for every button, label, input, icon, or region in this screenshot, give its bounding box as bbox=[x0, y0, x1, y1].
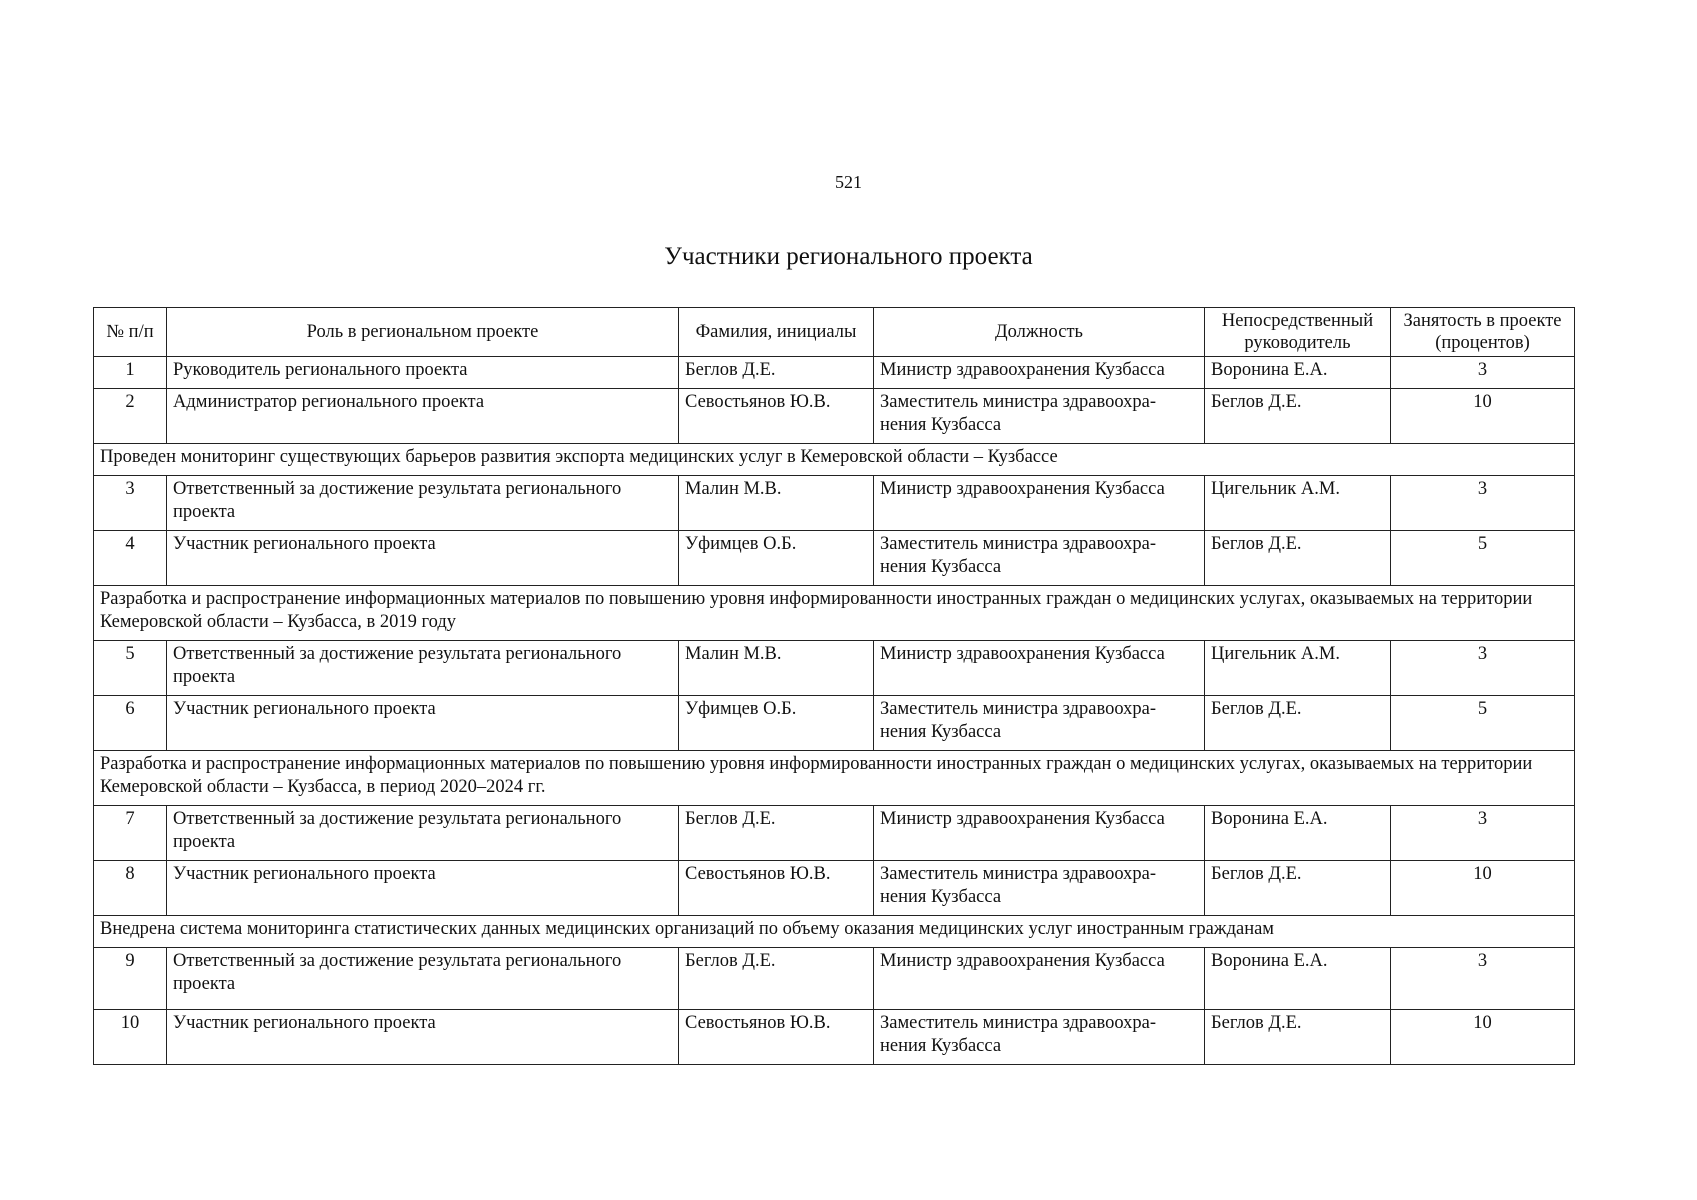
cell-role: Руководитель регионального проекта bbox=[167, 357, 679, 389]
cell-position: Заместитель министра здравоохра-нения Кузбасса bbox=[874, 531, 1205, 586]
header-num: № п/п bbox=[94, 308, 167, 357]
header-role: Роль в региональном проекте bbox=[167, 308, 679, 357]
cell-supervisor: Беглов Д.Е. bbox=[1205, 1010, 1391, 1065]
table-row bbox=[94, 1010, 1575, 1065]
cell-position: Министр здравоохранения Кузбасса bbox=[874, 357, 1205, 389]
cell-supervisor: Беглов Д.Е. bbox=[1205, 696, 1391, 751]
cell-position: Заместитель министра здравоохра-нения Кузбасса bbox=[874, 1010, 1205, 1065]
cell-employment: 3 bbox=[1391, 806, 1575, 861]
cell-supervisor: Воронина Е.А. bbox=[1205, 948, 1391, 1010]
cell-role: Ответственный за достижение результата регионального проекта bbox=[167, 948, 679, 1010]
cell-role: Ответственный за достижение результата регионального проекта bbox=[167, 806, 679, 861]
cell-position: Заместитель министра здравоохра-нения Кузбасса bbox=[874, 696, 1205, 751]
cell-num: 10 bbox=[94, 1010, 167, 1065]
cell-name: Малин М.В. bbox=[679, 641, 874, 696]
cell-role: Ответственный за достижение результата регионального проекта bbox=[167, 476, 679, 531]
cell-position: Министр здравоохранения Кузбасса bbox=[874, 476, 1205, 531]
cell-employment: 3 bbox=[1391, 357, 1575, 389]
cell-role: Администратор регионального проекта bbox=[167, 389, 679, 444]
cell-supervisor: Беглов Д.Е. bbox=[1205, 531, 1391, 586]
table-header-row bbox=[94, 308, 1575, 357]
cell-position: Министр здравоохранения Кузбасса bbox=[874, 641, 1205, 696]
cell-name: Севостьянов Ю.В. bbox=[679, 861, 874, 916]
cell-num: 9 bbox=[94, 948, 167, 1010]
cell-num: 4 bbox=[94, 531, 167, 586]
section-title: Проведен мониторинг существующих барьеров развития экспорта медицинских услуг в Кемеровской области – Кузбассе bbox=[94, 444, 1575, 476]
cell-num: 8 bbox=[94, 861, 167, 916]
section-title: Разработка и распространение информационных материалов по повышению уровня информированности иностранных граждан о медицинских услугах, оказываемых на территории Кемеровской области – Кузбасса, в период 2020–2024 гг. bbox=[94, 751, 1575, 806]
cell-role: Ответственный за достижение результата регионального проекта bbox=[167, 641, 679, 696]
table-row bbox=[94, 641, 1575, 696]
cell-employment: 5 bbox=[1391, 531, 1575, 586]
cell-name: Уфимцев О.Б. bbox=[679, 531, 874, 586]
cell-num: 3 bbox=[94, 476, 167, 531]
cell-employment: 10 bbox=[1391, 389, 1575, 444]
table-row bbox=[94, 531, 1575, 586]
cell-supervisor: Цигельник А.М. bbox=[1205, 641, 1391, 696]
participants-table bbox=[93, 307, 1575, 1065]
cell-name: Уфимцев О.Б. bbox=[679, 696, 874, 751]
cell-num: 1 bbox=[94, 357, 167, 389]
header-employment: Занятость в проекте (процентов) bbox=[1391, 308, 1575, 357]
cell-position: Заместитель министра здравоохра-нения Кузбасса bbox=[874, 389, 1205, 444]
page-title: Участники регионального проекта bbox=[664, 243, 1033, 270]
header-name: Фамилия, инициалы bbox=[679, 308, 874, 357]
section-title: Разработка и распространение информационных материалов по повышению уровня информированности иностранных граждан о медицинских услугах, оказываемых на территории Кемеровской области – Кузбасса, в 2019 году bbox=[94, 586, 1575, 641]
cell-name: Малин М.В. bbox=[679, 476, 874, 531]
cell-employment: 3 bbox=[1391, 948, 1575, 1010]
page-number: 521 bbox=[835, 172, 862, 192]
cell-role: Участник регионального проекта bbox=[167, 861, 679, 916]
header-position: Должность bbox=[874, 308, 1205, 357]
cell-role: Участник регионального проекта bbox=[167, 531, 679, 586]
cell-employment: 10 bbox=[1391, 861, 1575, 916]
cell-position: Министр здравоохранения Кузбасса bbox=[874, 806, 1205, 861]
section-row bbox=[94, 444, 1575, 476]
section-row bbox=[94, 751, 1575, 806]
cell-supervisor: Беглов Д.Е. bbox=[1205, 861, 1391, 916]
section-row bbox=[94, 586, 1575, 641]
cell-role: Участник регионального проекта bbox=[167, 696, 679, 751]
table-row bbox=[94, 806, 1575, 861]
cell-name: Беглов Д.Е. bbox=[679, 806, 874, 861]
table-row bbox=[94, 696, 1575, 751]
cell-num: 2 bbox=[94, 389, 167, 444]
cell-name: Беглов Д.Е. bbox=[679, 357, 874, 389]
cell-name: Севостьянов Ю.В. bbox=[679, 389, 874, 444]
cell-num: 5 bbox=[94, 641, 167, 696]
cell-position: Министр здравоохранения Кузбасса bbox=[874, 948, 1205, 1010]
table-row bbox=[94, 389, 1575, 444]
cell-num: 7 bbox=[94, 806, 167, 861]
header-supervisor: Непосредственный руководитель bbox=[1205, 308, 1391, 357]
table-row bbox=[94, 948, 1575, 1010]
cell-name: Беглов Д.Е. bbox=[679, 948, 874, 1010]
section-title: Внедрена система мониторинга статистических данных медицинских организаций по объему оказания медицинских услуг иностранным гражданам bbox=[94, 916, 1575, 948]
cell-employment: 3 bbox=[1391, 476, 1575, 531]
cell-employment: 5 bbox=[1391, 696, 1575, 751]
cell-employment: 10 bbox=[1391, 1010, 1575, 1065]
cell-employment: 3 bbox=[1391, 641, 1575, 696]
cell-supervisor: Воронина Е.А. bbox=[1205, 357, 1391, 389]
cell-supervisor: Беглов Д.Е. bbox=[1205, 389, 1391, 444]
cell-supervisor: Цигельник А.М. bbox=[1205, 476, 1391, 531]
section-row bbox=[94, 916, 1575, 948]
cell-num: 6 bbox=[94, 696, 167, 751]
cell-name: Севостьянов Ю.В. bbox=[679, 1010, 874, 1065]
table-row bbox=[94, 861, 1575, 916]
table-row bbox=[94, 357, 1575, 389]
cell-position: Заместитель министра здравоохра-нения Кузбасса bbox=[874, 861, 1205, 916]
cell-supervisor: Воронина Е.А. bbox=[1205, 806, 1391, 861]
table-row bbox=[94, 476, 1575, 531]
cell-role: Участник регионального проекта bbox=[167, 1010, 679, 1065]
